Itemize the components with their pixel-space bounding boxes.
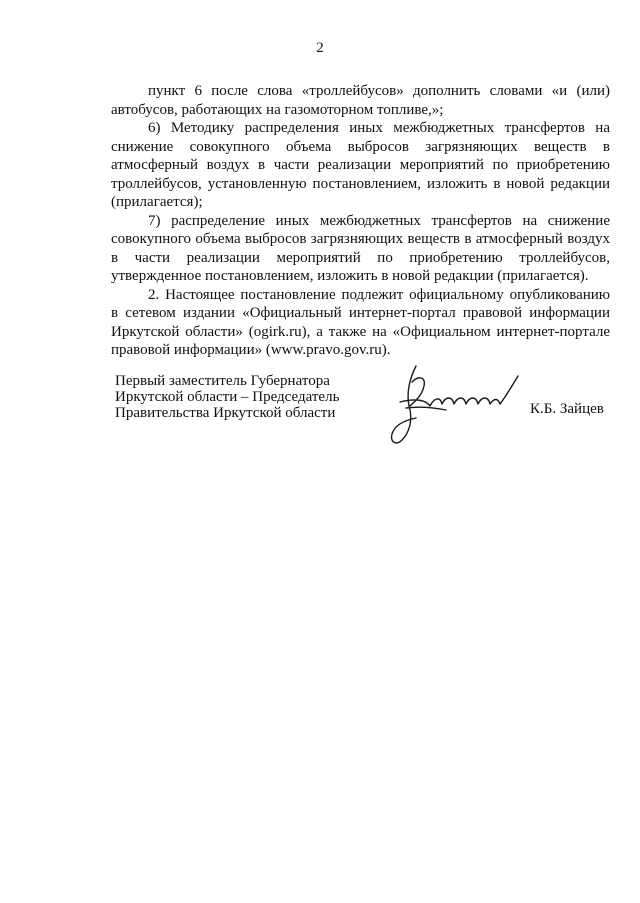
paragraph: пункт 6 после слова «троллейбусов» дополнить словами «и (или) автобусов, работающих на газомоторном топливе,»; — [111, 83, 610, 118]
page-number: 2 — [316, 40, 324, 56]
signatory-title — [115, 373, 355, 421]
handwritten-signature — [386, 362, 526, 448]
signatory-name: К.Б. Зайцев — [530, 401, 604, 417]
paragraph: 6) Методику распределения иных межбюджетных трансфертов на снижение совокупного объема выбросов загрязняющих веществ в атмосферный воздух в части реализации мероприятий по приобретению троллейбусов, установленную постановлением, изложить в новой редакции (прилагается); — [111, 120, 610, 210]
signatory-title-line: Первый заместитель Губернатора — [115, 373, 330, 389]
signatory-title-line: Правительства Иркутской области — [115, 405, 336, 421]
document-body — [111, 82, 610, 360]
paragraph: 7) распределение иных межбюджетных трансфертов на снижение совокупного объема выбросов загрязняющих веществ в атмосферный воздух в части реализации мероприятий по приобретению троллейбусов, утвержденное постановлением, изложить в новой редакции (прилагается). — [111, 212, 610, 284]
paragraph: 2. Настоящее постановление подлежит официальному опубликованию в сетевом издании «Официальный интернет-портал правовой информации Иркутской области» (ogirk.ru), а также на «Официальном интернет-портале правовой информации» (www.pravo.gov.ru). — [111, 286, 610, 358]
signatory-title-line: Иркутской области – Председатель — [115, 389, 340, 405]
